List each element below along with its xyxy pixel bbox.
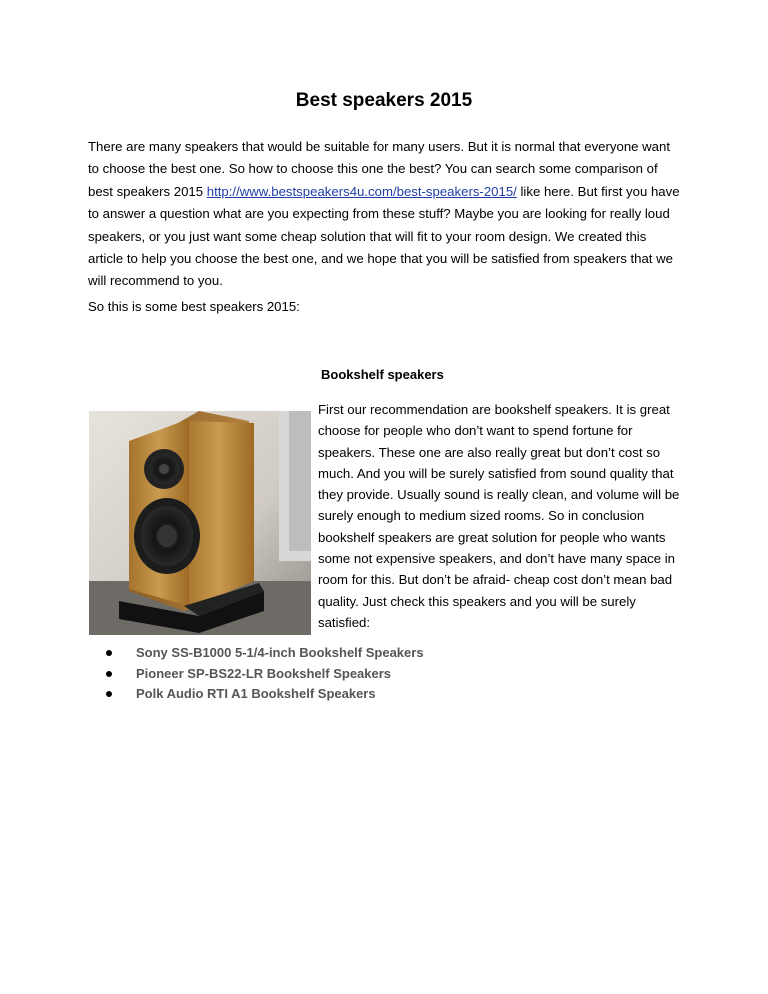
page-title: Best speakers 2015 <box>295 90 473 111</box>
section-body: First our recommendation are bookshelf speakers. It is great choose for people who don’t want to spend fortune for speakers. These one are also really great but don’t cost so much. And you will be surely satisfied from sound quality that they provide. Usually sound is really clean, and volume will be surely enough to medium sized rooms. So in conclusion bookshelf speakers are great solution for people who wants some not expensive speakers, and don’t have many space in room for this. But don’t be afraid- cheap cost don’t mean bad quality. Just check this speakers and you will be surely satisfied: <box>318 402 680 630</box>
intro-text-start: There are many speakers that would be suitable for many users. But it is normal that everyone want to choose the best one. So how to choose this one the best? You can search some comparison of best speakers 2015 <box>88 139 671 199</box>
bullet-icon <box>106 691 112 697</box>
product-name: Polk Audio RTI A1 Bookshelf Speakers <box>136 686 376 701</box>
product-name: Sony SS-B1000 5-1/4-inch Bookshelf Speakers <box>136 645 424 660</box>
list-item <box>102 664 424 685</box>
bookshelf-speaker-photo <box>89 411 311 635</box>
list-item <box>102 643 424 664</box>
bullet-icon <box>106 671 112 677</box>
product-list <box>102 643 424 705</box>
intro-text-end: like here. But first you have to answer a question what are you expecting from these stuff? Maybe you are looking for really loud speakers, or you just want some cheap solution that will fit to your room design. We created this article to help you choose the best one, and we hope that you will be satisfied from speakers that we will recommend to you. <box>88 183 680 289</box>
bullet-icon <box>106 650 112 656</box>
closing-line: So this is some best speakers 2015: <box>88 299 300 314</box>
product-name: Pioneer SP-BS22-LR Bookshelf Speakers <box>136 665 392 681</box>
section-heading: Bookshelf speakers <box>321 367 444 382</box>
comparison-link[interactable]: http://www.bestspeakers4u.com/best-speakers-2015/ <box>206 183 517 199</box>
list-item <box>102 684 424 705</box>
intro-paragraph <box>88 136 680 293</box>
